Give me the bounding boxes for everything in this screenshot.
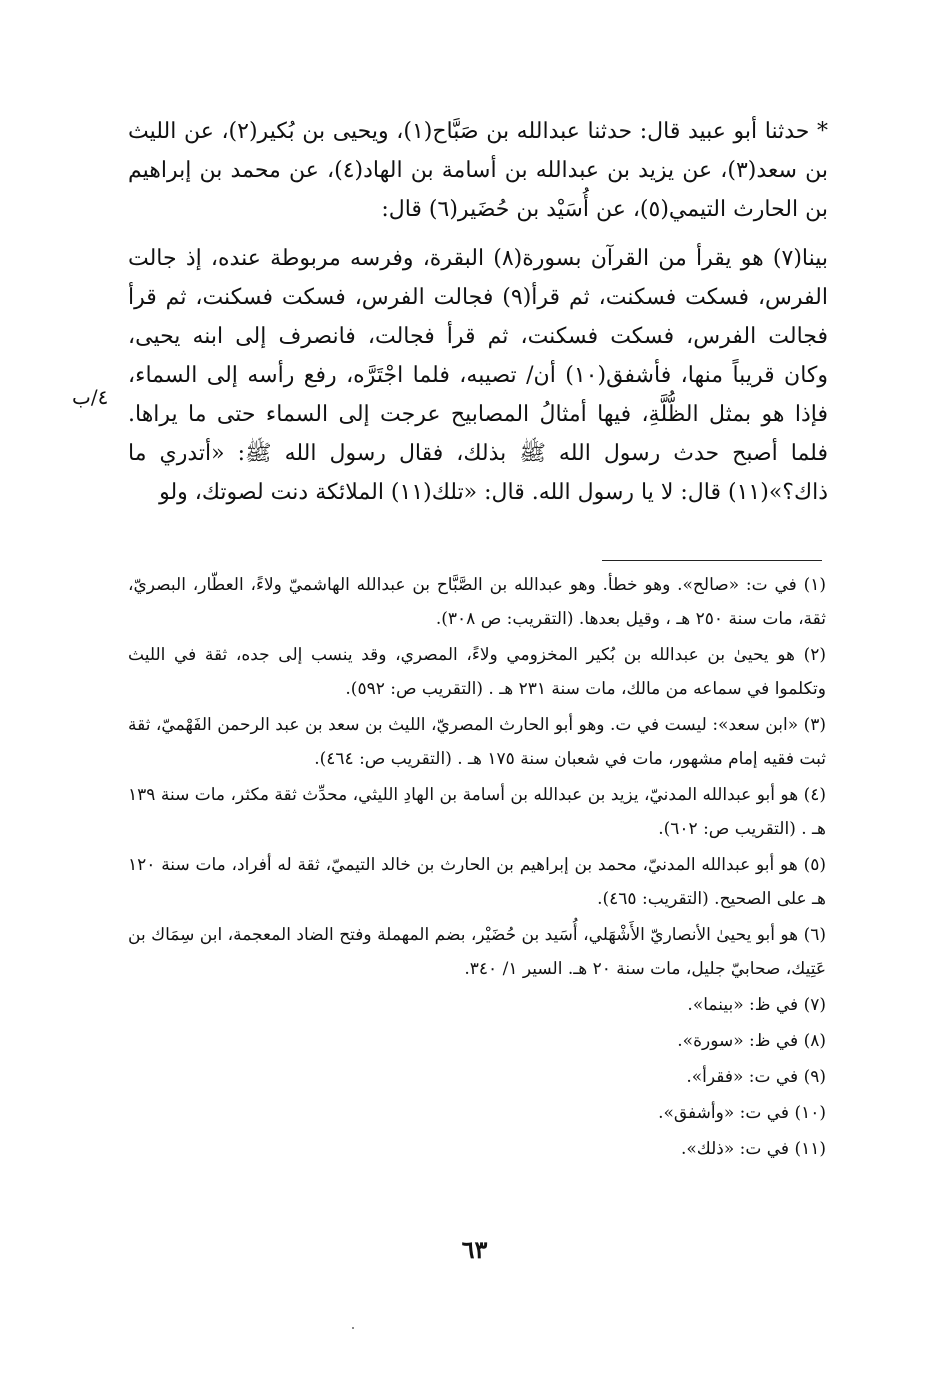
folio-margin-note: ٤/ب bbox=[72, 385, 109, 409]
footnote-9: (٩) في ت: «فقرأ». bbox=[686, 1067, 826, 1087]
paragraph-1: * حدثنا أبو عبيد قال: حدثنا عبدالله بن صَبَّاح(١)، ويحيى بن بُكير(٢)، عن الليث بن سعد(٣)، عن يزيد بن عبدالله بن أسامة بن الهاد(٤)، عن محمد بن إبراهيم بن الحارث التيمي(٥)، عن أُسَيْد بن حُضَير(٦) قال: bbox=[128, 119, 828, 222]
footnote-4: (٤) هو أبو عبدالله المدنيّ، يزيد بن عبدالله بن أسامة بن الهادِ الليثي، محدِّث ثقة مكثر، مات سنة ١٣٩ هـ . (التقريب ص: ٦٠٢). bbox=[128, 785, 826, 839]
footnote-3: (٣) «ابن سعد»: ليست في ت. وهو أبو الحارث المصريّ، الليث بن سعد بن عبد الرحمن الفَهْميّ، ثقة ثبت فقيه إمام مشهور، مات في شعبان سنة ١٧٥ هـ . (التقريب ص: ٤٦٤). bbox=[128, 715, 826, 769]
paragraph-2: بينا(٧) هو يقرأ من القرآن بسورة(٨) البقرة، وفرسه مربوطة عنده، إذ جالت الفرس، فسكت فسكنت، ثم قرأ(٩) فجالت الفرس، فسكت فسكنت، ثم قرأ فجالت الفرس، فسكت فسكنت، ثم قرأ فجالت، فانصرف إلى ابنه يحيى، وكان قريباً منها، فأشفق(١٠) أن/ تصيبه، فلما اجْتَرَّه، رفع رأسه إلى السماء، فإذا هو بمثل الظُّلَّةِ، فيها أمثالُ المصابيح عرجت إلى السماء حتى ما يراها. فلما أصبح حدث رسول الله ﷺ بذلك، فقال رسول الله ﷺ: «أتدري ما ذاك؟»(١١) قال: لا يا رسول الله. قال: «تلك(١١) الملائكة دنت لصوتك، ولو bbox=[128, 246, 829, 505]
footnote-11: (١١) في ت: «ذلك». bbox=[680, 1139, 826, 1159]
footnote-10: (١٠) في ت: «وأشفق». bbox=[658, 1103, 826, 1123]
main-text bbox=[128, 112, 828, 512]
page-number: ٦٣ bbox=[461, 1235, 488, 1264]
scan-speck bbox=[352, 1327, 354, 1329]
footnote-5: (٥) هو أبو عبدالله المدنيّ، محمد بن إبراهيم بن الحارث بن خالد التيميّ، ثقة له أفراد، مات سنة ١٢٠ هـ على الصحيح. (التقريب: ٤٦٥). bbox=[128, 855, 826, 909]
footnote-2: (٢) هو يحيىٰ بن عبدالله بن بُكير المخزومي ولاءً، المصري، وقد ينسب إلى جده، ثقة في الليث وتكلموا في سماعه من مالك، مات سنة ٢٣١ هـ . (التقريب ص: ٥٩٢). bbox=[128, 645, 826, 699]
footnote-8: (٨) في ظ: «سورة». bbox=[677, 1031, 826, 1051]
footnote-6: (٦) هو أبو يحيىٰ الأنصاريّ الأَشْهَلي، أُسَيد بن حُضَيْر، بضم المهملة وفتح الضاد المعجمة، ابن سِمَاك بن عَتِيك، صحابيّ جليل، مات سنة ٢٠ هـ. السير ١/ ٣٤٠. bbox=[128, 925, 826, 979]
footnote-separator bbox=[602, 560, 822, 561]
footnote-7: (٧) في ظ: «بينما». bbox=[687, 995, 826, 1015]
footnotes bbox=[128, 568, 826, 1168]
footnote-1: (١) في ت: «صالح». وهو خطأ. وهو عبدالله بن الصَّبَّاح بن عبدالله الهاشميّ ولاءً، العطّار، البصريّ، ثقة، مات سنة ٢٥٠ هـ ، وقيل بعدها. (التقريب: ص ٣٠٨). bbox=[128, 575, 826, 629]
